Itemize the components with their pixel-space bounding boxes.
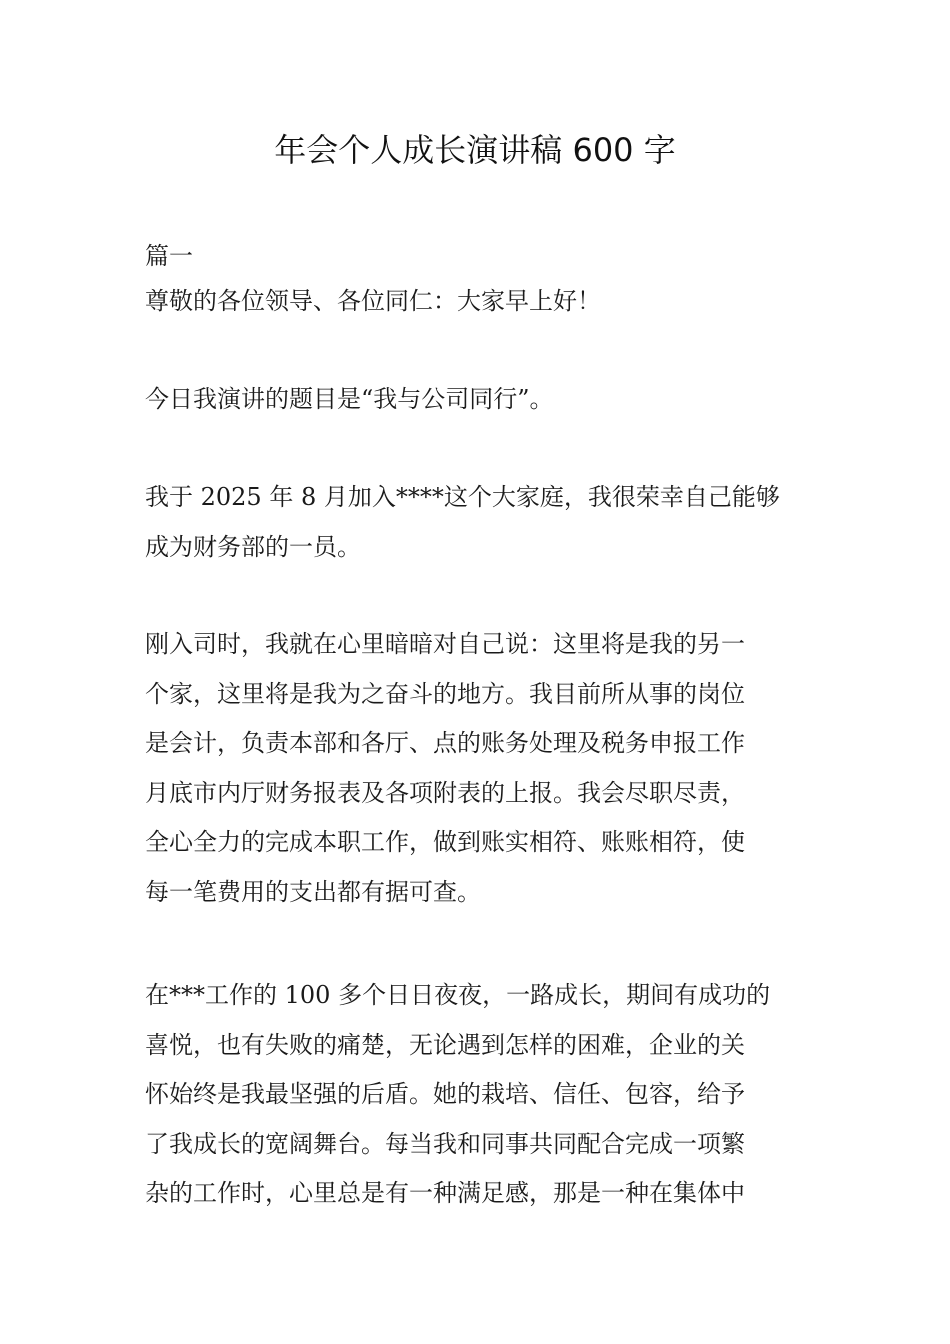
paragraph-line: 今日我演讲的题目是“我与公司同行”。 bbox=[145, 385, 554, 413]
section-label: 篇一 bbox=[145, 242, 193, 270]
paragraph-line: 刚入司时，我就在心里暗暗对自己说：这里将是我的另一 bbox=[145, 630, 745, 658]
paragraph-growth bbox=[145, 971, 815, 1219]
paragraph-line: 成为财务部的一员。 bbox=[145, 532, 361, 561]
paragraph-line: 怀始终是我最坚强的后盾。她的栽培、信任、包容，给予 bbox=[145, 1080, 745, 1108]
paragraph-greeting bbox=[145, 277, 815, 327]
paragraph-line: 尊敬的各位领导、各位同仁：大家早上好！ bbox=[145, 287, 601, 315]
paragraph-line: 杂的工作时，心里总是有一种满足感，那是一种在集体中 bbox=[145, 1179, 745, 1207]
paragraph-line: 了我成长的宽阔舞台。每当我和同事共同配合完成一项繁 bbox=[145, 1129, 745, 1158]
paragraph-topic bbox=[145, 375, 815, 425]
paragraph-line: 喜悦，也有失败的痛楚，无论遇到怎样的困难，企业的关 bbox=[145, 1030, 745, 1059]
paragraph-line: 是会计，负责本部和各厅、点的账务处理及税务申报工作 bbox=[145, 729, 745, 757]
paragraph-joining bbox=[145, 473, 815, 572]
paragraph-line: 每一笔费用的支出都有据可查。 bbox=[145, 877, 481, 906]
paragraph-line: 月底市内厅财务报表及各项附表的上报。我会尽职尽责， bbox=[145, 778, 745, 807]
document-title: 年会个人成长演讲稿 600 字 bbox=[274, 131, 676, 169]
paragraph-line: 在***工作的 100 多个日日夜夜，一路成长，期间有成功的 bbox=[145, 981, 771, 1009]
paragraph-role bbox=[145, 620, 815, 917]
paragraph-line: 我于 2025 年 8 月加入****这个大家庭，我很荣幸自己能够 bbox=[145, 483, 780, 511]
paragraph-line: 全心全力的完成本职工作，做到账实相符、账账相符，使 bbox=[145, 828, 745, 856]
paragraph-line: 个家，这里将是我为之奋斗的地方。我目前所从事的岗位 bbox=[145, 679, 745, 708]
